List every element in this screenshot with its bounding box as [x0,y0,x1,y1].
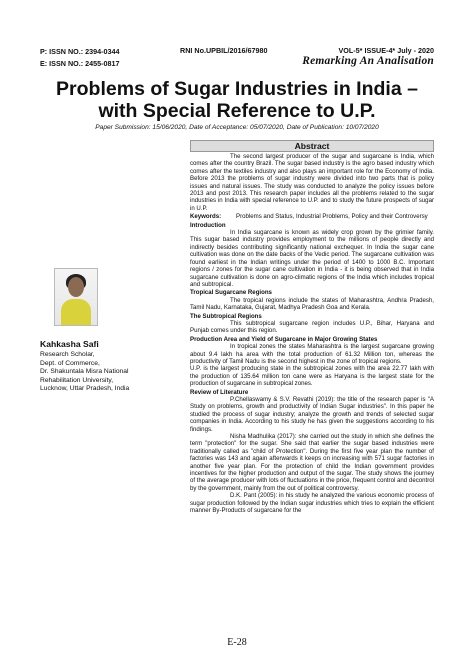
affiliation-line: Dr. Shakuntala Misra National [40,368,129,376]
main-column [190,140,434,515]
section-heading-introduction: Introduction [190,221,226,229]
review-text-2: Nisha Madhulika (2017): she carried out the study in which she defines the term "protection" for the sugar. She said that earlier the sugar based industries were traditionally called as "child of Protection". During the first five year plan the number of factories was 143 and again afterwards it keeps on increasing with 571 sugar factories in another five year plan. For the protection of child the Indian government provides incentives for the higher production and output of the sugar. The study shows the journey of the average producer with lots of fluctuations in the price, frequent control and decontrol by the government, mainly from the out of political controversy. [190,433,434,492]
abstract-heading: Abstract [190,140,434,152]
affiliation-line: Research Scholar, [40,351,95,358]
section-heading-production: Production Area and Yield of Sugarcane in Major Growing States [190,335,378,343]
affiliation-line: Rehabilitation University, [40,376,114,384]
issn-block [40,46,120,70]
affiliation-line: Dept. of Commerce, [40,359,100,367]
paper-dates: Paper Submission: 15/06/2020, Date of Acceptance: 05/07/2020, Date of Publication: 10/07/2020 [95,124,379,131]
page-number: E-28 [227,637,247,648]
production-text-2: U.P. is the largest producing state in the subtropical zones with the area 22.77 lakh with the production of 135.64 million ton cane were as Haryana is the largest state for the production of sugarcane in subtropical zones. [190,365,434,388]
review-text-1: P.Chellaswamy & S.V. Revathi (2019): the title of the research paper is "A Study on problems, growth and productivity of Indian Sugar industries". In this paper he studied the process of sugar industry; analyze the growth and trends of selected sugar companies in India. According to his study he has given the suggestions according to his findings. [190,396,434,433]
issn-online: E: ISSN NO.: 2455-0817 [40,59,120,68]
section-heading-review: Review of Literature [190,388,249,396]
keywords-label: Keywords: [190,213,222,221]
paper-title: Problems of Sugar Industries in India – with Special Reference to U.P. [56,78,418,122]
introduction-text: In India sugarcane is known as widely crop grown by the grimier family. This sugar based industry provides employment to the millions of people directly and indirectly besides contributing significantly national exchequer. In India the sugar cane cultivation was done on the date backs of the Vedic period. The sugarcane cultivation was found earliest in the Indian writings under the period of 1400 to 1000 B.C. Important regions / zones for the sugar cane cultivation in India - it is being observed that in India sugarcane cultivation is done on agro-climatic regions of the India which includes tropical and subtropical. [190,229,434,288]
rni-number: RNI No.UPBIL/2016/67980 [180,46,268,55]
author-photo [54,268,98,326]
author-name: Kahkasha Safi [40,339,99,349]
keywords [190,213,434,220]
tropical-text: The tropical regions include the states of Maharashtra, Andhra Pradesh, Tamil Nadu, Karnataka, Gujarat, Madhya Pradesh Goa and Kerala. [190,296,434,312]
subtropical-text: This subtropical sugarcane region includes U.P., Bihar, Haryana and Punjab comes under this region. [190,319,434,335]
keywords-text: Problems and Status, Industrial Problems, Policy and their Controversy [236,213,428,221]
issn-print: P: ISSN NO.: 2394-0344 [40,47,120,56]
author-affiliation [40,351,129,394]
production-text: In tropical zones the states Maharashtra is the largest sugarcane growing about 9.4 lakh ha area with the total production of 61.32 Million ton, whereas the productivity of Tamil Nadu is the second highest in the zone of tropical regions. [190,343,434,365]
section-heading-subtropical: The Subtropical Regions [190,312,262,320]
section-heading-tropical: Tropical Sugarcane Regions [190,289,272,297]
journal-name: Remarking An Analisation [302,55,434,67]
abstract-text: The second largest producer of the sugar and sugarcane is India, which comes after the country Brazil. The sugar based industry is the agro based industry which comes after the textiles industry and also plays an important role for the Economy of India. Before 2013 the problems of sugar industry were divided into two parts that is policy issues and natural issues. The study was conducted to analyze the policy issues before 2013 and post 2013. This research paper includes all the problems related to the sugar industries in India with special reference to U.P. and to study the future prospects of sugar in U.P. [190,153,434,212]
volume-issue: VOL-5* ISSUE-4* July - 2020 [338,46,434,55]
review-text-3: D.K. Pant (2005): in his study he analyzed the various economic process of sugar production followed by the Indian sugar industries which tries to explain the efficient manner By-Products of sugarcane for the [190,492,434,515]
affiliation-line: Lucknow, Uttar Pradesh, India [40,385,130,393]
